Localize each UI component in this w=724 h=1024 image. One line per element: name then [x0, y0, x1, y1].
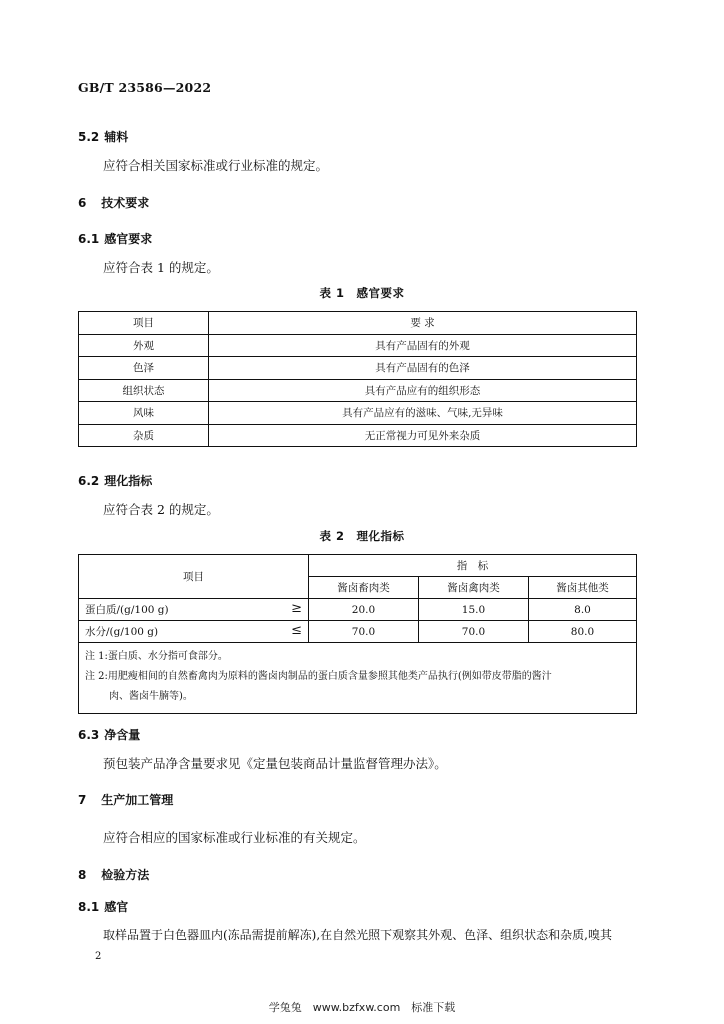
- table-1-caption: 表 1 感官要求: [319, 286, 405, 300]
- section-number: 6.1: [78, 232, 100, 246]
- site-footer: 学兔兔 www.bzfxw.com 标准下载: [268, 1001, 456, 1014]
- table-cell: 风味: [79, 402, 209, 425]
- table-physicochemical-indicators: [78, 554, 637, 714]
- page-number: 2: [95, 951, 102, 962]
- table-note: 注 2:用肥瘦相间的自然畜禽肉为原料的酱卤肉制品的蛋白质含量参照其他类产品执行(例如带皮带脂的酱汁: [85, 671, 552, 682]
- table-cell: 15.0: [419, 599, 529, 621]
- table-header-cell: 项目: [79, 312, 209, 335]
- section-8-1-text: 取样品置于白色器皿内(冻品需提前解冻),在自然光照下观察其外观、色泽、组织状态和杂质,嗅其: [103, 928, 612, 942]
- table-header-cell: 酱卤畜肉类: [309, 577, 419, 599]
- row-label-text: 蛋白质/(g/100 g): [85, 604, 169, 616]
- table-cell: 具有产品应有的滋味、气味,无异味: [209, 402, 637, 425]
- table-row-label: [79, 599, 309, 621]
- comparison-symbol: ≤: [291, 623, 302, 638]
- table-sensory-requirements: [78, 311, 637, 447]
- table-cell: 具有产品固有的外观: [209, 334, 637, 357]
- table-cell: 无正常视力可见外来杂质: [209, 424, 637, 447]
- table-row: [79, 379, 637, 402]
- section-8-1-heading: [78, 898, 128, 915]
- section-8-heading: [78, 866, 149, 883]
- section-number: 6.3: [78, 728, 100, 742]
- table-cell: 20.0: [309, 599, 419, 621]
- section-6-1-heading: [78, 230, 152, 247]
- standard-number: GB/T 23586—2022: [78, 80, 212, 95]
- section-number: 8.1: [78, 900, 100, 914]
- table-notes-row: [79, 643, 637, 714]
- section-7-heading: [78, 791, 173, 808]
- table-cell: 具有产品固有的色泽: [209, 357, 637, 380]
- table-cell: 8.0: [529, 599, 637, 621]
- table-cell: 70.0: [309, 621, 419, 643]
- table-row: [79, 621, 637, 643]
- section-number: 5.2: [78, 130, 100, 144]
- section-title: 辅料: [104, 130, 129, 144]
- table-row-label: [79, 621, 309, 643]
- section-title: 理化指标: [104, 474, 153, 488]
- section-6-1-text: 应符合表 1 的规定。: [103, 260, 219, 275]
- table-header-row: [79, 312, 637, 335]
- table-header-cell: 酱卤其他类: [529, 577, 637, 599]
- table-cell: 具有产品应有的组织形态: [209, 379, 637, 402]
- section-6-2-heading: [78, 472, 152, 489]
- section-title: 感官: [104, 900, 129, 914]
- section-number: 8: [78, 868, 87, 882]
- table-cell: 杂质: [79, 424, 209, 447]
- section-title: 净含量: [104, 728, 141, 742]
- table-row: [79, 334, 637, 357]
- section-title: 感官要求: [104, 232, 153, 246]
- table-cell: 色泽: [79, 357, 209, 380]
- table-notes: [79, 643, 637, 714]
- row-label-text: 水分/(g/100 g): [85, 626, 159, 638]
- table-cell: 80.0: [529, 621, 637, 643]
- table-cell: 组织状态: [79, 379, 209, 402]
- table-header-cell: 要 求: [209, 312, 637, 335]
- section-5-2-heading: [78, 128, 128, 145]
- section-6-3-text: 预包装产品净含量要求见《定量包装商品计量监督管理办法》。: [103, 756, 447, 771]
- table-header-cell: 项目: [79, 555, 309, 599]
- table-header-cell: 酱卤禽肉类: [419, 577, 529, 599]
- table-row: [79, 424, 637, 447]
- table-row: [79, 599, 637, 621]
- table-header-row: [79, 555, 637, 577]
- section-number: 6: [78, 196, 87, 210]
- section-6-3-heading: [78, 726, 140, 743]
- table-cell: 70.0: [419, 621, 529, 643]
- section-number: 6.2: [78, 474, 100, 488]
- section-title: 生产加工管理: [101, 793, 174, 807]
- table-cell: 外观: [79, 334, 209, 357]
- section-title: 检验方法: [101, 868, 150, 882]
- section-5-2-text: 应符合相关国家标准或行业标准的规定。: [103, 158, 329, 173]
- table-2-caption: 表 2 理化指标: [319, 529, 405, 543]
- table-note-continuation: 肉、酱卤牛腩等)。: [109, 691, 193, 702]
- table-row: [79, 357, 637, 380]
- section-6-2-text: 应符合表 2 的规定。: [103, 502, 219, 517]
- section-6-heading: [78, 194, 149, 211]
- section-7-text: 应符合相应的国家标准或行业标准的有关规定。: [103, 830, 366, 845]
- table-note: 注 1:蛋白质、水分指可食部分。: [85, 651, 228, 662]
- section-number: 7: [78, 793, 87, 807]
- table-row: [79, 402, 637, 425]
- section-title: 技术要求: [101, 196, 150, 210]
- table-header-group-cell: 指 标: [309, 555, 637, 577]
- comparison-symbol: ≥: [291, 601, 302, 616]
